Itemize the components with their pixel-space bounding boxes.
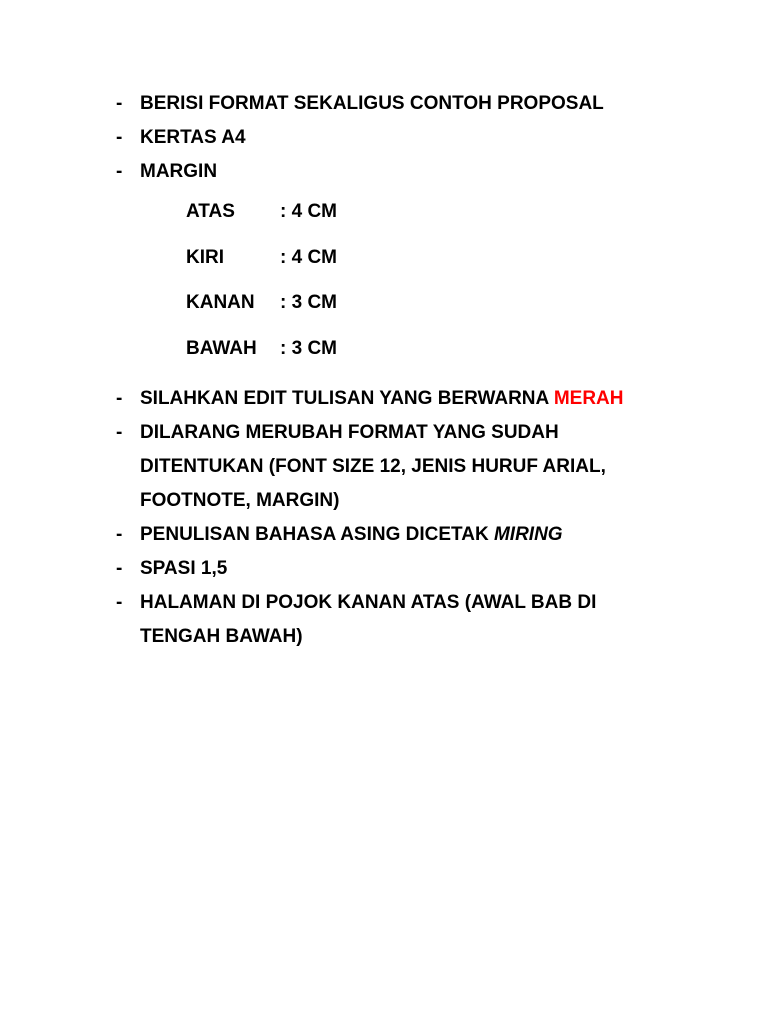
bullet-dash: - (116, 422, 123, 443)
bullet-dash: - (116, 161, 123, 182)
bullet-text-format: BERISI FORMAT SEKALIGUS CONTOH PROPOSAL (140, 93, 604, 114)
bullet-dash: - (116, 127, 123, 148)
bullet-dash: - (116, 524, 123, 545)
margin-row-left (186, 244, 486, 290)
list-item (116, 382, 736, 416)
italic-word: MIRING (493, 524, 563, 545)
list-item (116, 121, 736, 155)
margin-row-top (186, 198, 486, 244)
margin-label: KANAN (186, 292, 255, 313)
list-item (116, 518, 736, 552)
bullet-text-format-rule (140, 416, 736, 518)
margin-label: BAWAH (186, 337, 257, 359)
margin-label: KIRI (186, 246, 224, 268)
bullet-dash: - (116, 592, 123, 613)
margin-value: : 3 CM (280, 292, 337, 313)
list-item (116, 155, 736, 189)
margin-row-right (186, 289, 486, 335)
bullet-list-bottom (116, 382, 736, 654)
page-rule-line: HALAMAN DI POJOK KANAN ATAS (AWAL BAB DI (140, 592, 597, 613)
bullet-text-foreign (140, 518, 736, 552)
format-rule-line: FOOTNOTE, MARGIN) (140, 490, 340, 511)
list-item (116, 416, 736, 518)
margin-value: : 4 CM (280, 246, 337, 268)
list-item (116, 586, 736, 654)
edit-instruction-text: SILAHKAN EDIT TULISAN YANG BERWARNA (140, 388, 554, 409)
bullet-dash: - (116, 388, 123, 409)
margin-row-bottom (186, 335, 486, 381)
bullet-dash: - (116, 558, 123, 579)
bullet-text-paper: KERTAS A4 (140, 127, 246, 148)
margin-label: ATAS (186, 201, 235, 222)
format-rule-line: DILARANG MERUBAH FORMAT YANG SUDAH (140, 422, 559, 443)
bullet-text-margin: MARGIN (140, 161, 218, 182)
margin-value: : 3 CM (280, 337, 337, 359)
page-rule-line: TENGAH BAWAH) (140, 626, 303, 647)
bullet-text-edit (140, 382, 736, 416)
bullet-text-spacing: SPASI 1,5 (140, 558, 228, 579)
margin-value: : 4 CM (280, 201, 337, 222)
red-highlight-word: MERAH (553, 388, 624, 409)
bullet-text-page-number (140, 586, 736, 654)
list-item (116, 87, 736, 121)
margin-table (186, 198, 486, 380)
foreign-language-text: PENULISAN BAHASA ASING DICETAK (140, 524, 494, 545)
bullet-list-top (116, 87, 736, 189)
format-rule-line: DITENTUKAN (FONT SIZE 12, JENIS HURUF ARIAL, (140, 456, 606, 477)
list-item (116, 552, 736, 586)
bullet-dash: - (116, 93, 123, 114)
